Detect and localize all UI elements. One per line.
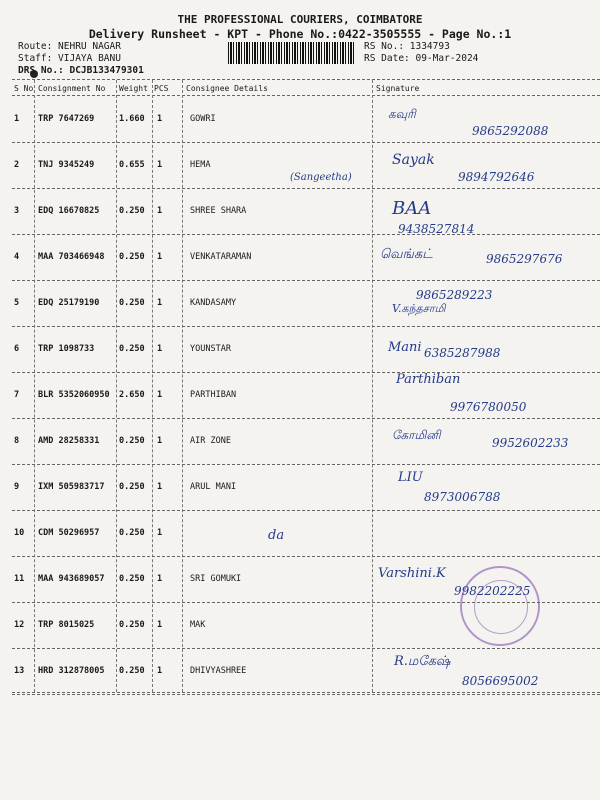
rs-date: RS Date: 09-Mar-2024: [364, 53, 479, 64]
row-sno: 13: [14, 666, 25, 676]
company-stamp: [460, 566, 540, 646]
handwritten-signature: Sayak: [392, 152, 435, 168]
table-row: [0, 464, 600, 510]
barcode: [228, 42, 356, 64]
handwritten-phone: 9982202225: [454, 584, 531, 598]
table-row: [0, 648, 600, 694]
handwritten-phone: 8973006788: [424, 490, 501, 504]
table-bottom-rule: [12, 692, 600, 693]
row-consignment-no: EDQ 25179190: [38, 298, 100, 308]
row-consignee: AIR ZONE: [190, 436, 231, 446]
row-weight: 0.250: [119, 620, 145, 630]
row-weight: 2.650: [119, 390, 145, 400]
row-consignee: KANDASAMY: [190, 298, 237, 308]
table-row: [0, 418, 600, 464]
row-consignment-no: MAA 703466948: [38, 252, 105, 262]
row-consignment-no: AMD 28258331: [38, 436, 100, 446]
col-header-weight: Weight: [119, 84, 148, 93]
handwritten-phone: 9976780050: [450, 400, 527, 414]
handwritten-signature: Mani: [388, 340, 422, 355]
row-sno: 11: [14, 574, 25, 584]
row-pcs: 1: [157, 436, 163, 446]
col-header-signature: Signature: [376, 84, 420, 93]
row-consignee: ARUL MANI: [190, 482, 237, 492]
row-sno: 10: [14, 528, 25, 538]
handwritten-signature: R.மகேஷ்: [394, 654, 451, 669]
handwritten-phone: 8056695002: [462, 674, 539, 688]
row-sno: 4: [14, 252, 20, 262]
row-weight: 0.250: [119, 482, 145, 492]
row-sno: 5: [14, 298, 20, 308]
handwritten-phone: 9865292088: [472, 124, 549, 138]
row-consignee: MAK: [190, 620, 206, 630]
row-sno: 7: [14, 390, 20, 400]
row-consignee: HEMA: [190, 160, 211, 170]
handwritten-signature: கவுரி: [388, 107, 416, 121]
row-pcs: 1: [157, 574, 163, 584]
row-pcs: 1: [157, 666, 163, 676]
row-consignment-no: HRD 312878005: [38, 666, 105, 676]
row-weight: 1.660: [119, 114, 145, 124]
row-pcs: 1: [157, 482, 163, 492]
row-weight: 0.250: [119, 206, 145, 216]
table-row: [0, 280, 600, 326]
company-title: THE PROFESSIONAL COURIERS, COIMBATORE: [177, 13, 423, 26]
staff: Staff: VIJAYA BANU: [18, 53, 121, 64]
handwritten-phone: 6385287988: [424, 346, 501, 360]
row-consignment-no: IXM 505983717: [38, 482, 105, 492]
row-weight: 0.655: [119, 160, 145, 170]
row-pcs: 1: [157, 114, 163, 124]
table-row: [0, 234, 600, 280]
handwritten-mark: da: [268, 528, 285, 543]
handwritten-signature: V.கந்தசாமி: [392, 302, 446, 315]
row-consignee: SRI GOMUKI: [190, 574, 242, 584]
row-pcs: 1: [157, 620, 163, 630]
row-sno: 9: [14, 482, 20, 492]
drs-number: DRS No.: DCJB133479301: [18, 65, 144, 76]
handwritten-signature: Varshini.K: [378, 566, 446, 581]
row-consignment-no: CDM 50296957: [38, 528, 100, 538]
header-rule-top: [12, 79, 600, 80]
handwritten-signature: கோமினி: [392, 428, 441, 442]
table-row: [0, 372, 600, 418]
row-consignment-no: TRP 1098733: [38, 344, 95, 354]
row-pcs: 1: [157, 390, 163, 400]
row-weight: 0.250: [119, 436, 145, 446]
row-pcs: 1: [157, 528, 163, 538]
row-consignment-no: EDQ 16670825: [38, 206, 100, 216]
row-weight: 0.250: [119, 252, 145, 262]
row-consignee: SHREE SHARA: [190, 206, 247, 216]
row-consignment-no: TRP 8015025: [38, 620, 95, 630]
row-consignee: YOUNSTAR: [190, 344, 231, 354]
table-row: [0, 326, 600, 372]
row-weight: 0.250: [119, 344, 145, 354]
row-consignee: VENKATARAMAN: [190, 252, 252, 262]
table-row: [0, 510, 600, 556]
table-row: [0, 96, 600, 142]
handwritten-signature: LIU: [398, 470, 423, 485]
handwritten-phone: 9865297676: [486, 252, 563, 266]
row-consignment-no: TNJ 9345249: [38, 160, 95, 170]
route: Route: NEHRU NAGAR: [18, 41, 121, 52]
handwritten-signature: வெங்கட்: [380, 247, 433, 262]
handwritten-signature: BAA: [392, 198, 432, 219]
row-pcs: 1: [157, 252, 163, 262]
row-sno: 8: [14, 436, 20, 446]
row-consignee: PARTHIBAN: [190, 390, 237, 400]
rs-number: RS No.: 1334793: [364, 41, 450, 52]
handwritten-note: (Sangeetha): [290, 172, 352, 183]
row-consignee: DHIVYASHREE: [190, 666, 247, 676]
row-pcs: 1: [157, 206, 163, 216]
handwritten-phone: 9952602233: [492, 436, 569, 450]
row-sno: 3: [14, 206, 20, 216]
row-sno: 2: [14, 160, 20, 170]
row-weight: 0.250: [119, 298, 145, 308]
handwritten-phone: 9865289223: [416, 288, 493, 302]
row-sno: 6: [14, 344, 20, 354]
row-rule: [12, 694, 600, 695]
row-consignment-no: MAA 943689057: [38, 574, 105, 584]
row-sno: 1: [14, 114, 20, 124]
runsheet-subtitle: Delivery Runsheet - KPT - Phone No.:0422-3505555 - Page No.:1: [88, 27, 512, 41]
row-pcs: 1: [157, 160, 163, 170]
row-consignment-no: BLR 5352060950: [38, 390, 110, 400]
col-header-consignee: Consignee Details: [186, 84, 268, 93]
handwritten-phone: 9894792646: [458, 170, 535, 184]
handwritten-signature: Parthiban: [396, 372, 461, 387]
row-consignment-no: TRP 7647269: [38, 114, 95, 124]
handwritten-phone: 9438527814: [398, 222, 475, 236]
col-header-pcs: PCS: [154, 84, 169, 93]
row-pcs: 1: [157, 298, 163, 308]
row-sno: 12: [14, 620, 25, 630]
col-header-sno: S No: [14, 84, 34, 93]
col-header-consignment: Consignment No: [38, 84, 106, 93]
table-row: [0, 188, 600, 234]
row-weight: 0.250: [119, 574, 145, 584]
row-pcs: 1: [157, 344, 163, 354]
row-weight: 0.250: [119, 528, 145, 538]
row-consignee: GOWRI: [190, 114, 216, 124]
row-weight: 0.250: [119, 666, 145, 676]
